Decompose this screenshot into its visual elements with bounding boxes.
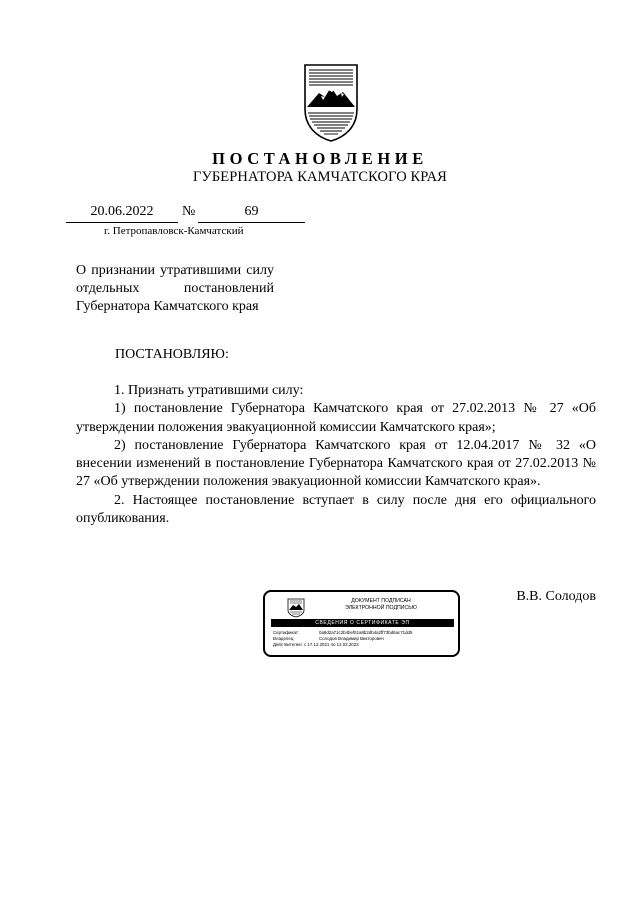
stamp-row: [273, 630, 453, 635]
stamp-header: [311, 598, 451, 611]
document-subtitle: ГУБЕРНАТОРА КАМЧАТСКОГО КРАЯ: [193, 169, 447, 185]
kamchatka-coat-of-arms-icon: [301, 61, 361, 143]
body-paragraph: 2. Настоящее постановление вступает в силу после дня его официального опубликования.: [76, 492, 596, 527]
stamp-emblem-icon: [287, 598, 305, 618]
stamp-row: [273, 642, 453, 647]
stamp-header-line: ЭЛЕКТРОННОЙ ПОДПИСЬЮ: [345, 604, 417, 611]
document-number: 69: [244, 204, 259, 219]
document-subject: [76, 262, 274, 316]
stamp-row-key: Сертификат:: [273, 630, 300, 635]
subject-line: Губернатора Камчатского края: [76, 299, 259, 314]
signer-name: В.В. Солодов: [516, 589, 596, 604]
body-paragraph: 1) постановление Губернатора Камчатского края от 27.02.2013 № 27 «Об утверждении положения эвакуационной комиссии Камчатского края»;: [76, 401, 596, 435]
number-underline: [198, 222, 305, 223]
stamp-certificate-bar: СВЕДЕНИЯ О СЕРТИФИКАТЕ ЭП: [271, 619, 454, 627]
body-paragraph: 2) постановление Губернатора Камчатского края от 12.04.2017 № 32 «О внесении изменений в постановление Губернатора Камчатского края от 27.02.2013 № 27 «Об утверждении положения эвакуационной комиссии Камчатского края».: [76, 437, 596, 490]
stamp-row-key: Владелец:: [273, 636, 295, 641]
document-city: г. Петропавловск-Камчатский: [104, 225, 244, 237]
stamp-row: [273, 636, 453, 641]
subject-line: О признании утратившими силу: [76, 263, 274, 278]
stamp-row-value: Солодов Владимир Викторович: [319, 636, 384, 641]
document-date: 20.06.2022: [90, 204, 154, 219]
electronic-signature-stamp: [263, 590, 460, 657]
number-sign: №: [182, 204, 196, 219]
document-body: [76, 382, 596, 528]
stamp-header-line: ДОКУМЕНТ ПОДПИСАН: [351, 598, 411, 604]
document-title: ПОСТАНОВЛЕНИЕ: [212, 149, 428, 168]
resolve-heading: ПОСТАНОВЛЯЮ:: [115, 347, 229, 362]
stamp-row-value: 0a9d2a71c2b4bef51a8b2db4a2ff73bd6ac71dd5: [319, 630, 413, 635]
subject-line: отдельных постановлений: [76, 281, 274, 296]
body-paragraph: 1. Признать утратившими силу:: [114, 383, 304, 398]
date-underline: [66, 222, 178, 223]
stamp-row-key: Действителен: с 17.12.2021 по 12.03.2023: [273, 642, 359, 647]
